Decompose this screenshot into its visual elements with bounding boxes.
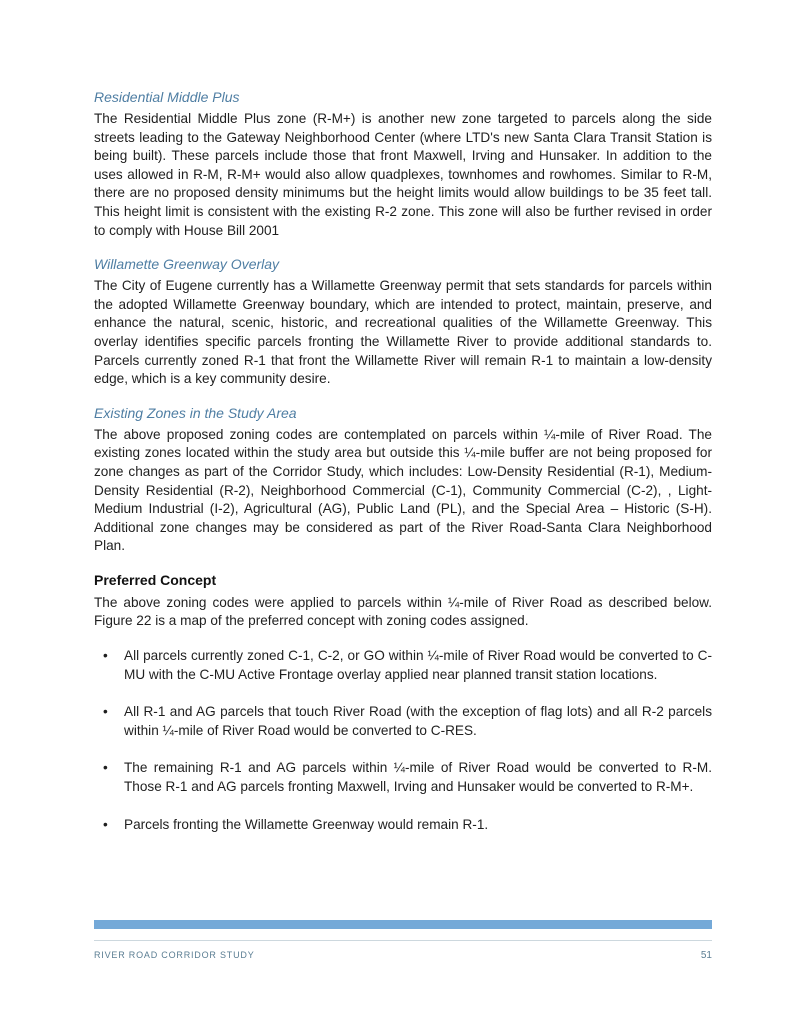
- section-heading-existing-zones: Existing Zones in the Study Area: [94, 404, 297, 421]
- footer-accent-bar: [94, 920, 712, 929]
- section-heading-residential-middle-plus: Residential Middle Plus: [94, 89, 240, 105]
- section-heading-preferred-concept: Preferred Concept: [94, 571, 217, 588]
- section-willamette-greenway-overlay: [94, 255, 712, 389]
- page-footer: [94, 920, 712, 961]
- paragraph-willamette-greenway-overlay: The City of Eugene currently has a Willamette Greenway permit that sets standards for parcels within the adopted Willamette Greenway boundary, which are intended to protect, maintain, preserve, and enhance the natural, scenic, historic, and recreational qualities of the Willamette Greenway. This overlay identifies specific parcels fronting the Willamette River to provide additional standards to. Parcels currently zoned R-1 that front the Willamette River will remain R-1 to maintain a low-density edge, which is a key community desire.: [94, 278, 712, 387]
- paragraph-preferred-concept-intro: The above zoning codes were applied to parcels within ¼-mile of River Road as described below. Figure 22 is a map of the preferred concept with zoning codes assigned.: [94, 594, 712, 629]
- preferred-concept-bullet-list: [94, 647, 712, 834]
- section-residential-middle-plus: [94, 88, 712, 240]
- bullet-item-cres-conversion: • All R-1 and AG parcels that touch River Road (with the exception of flag lots) and all R-2 parcels within ¼-mile of River Road would be converted to C-RES.: [94, 703, 712, 740]
- paragraph-residential-middle-plus: The Residential Middle Plus zone (R-M+) is another new zone targeted to parcels along the side streets leading to the Gateway Neighborhood Center (where LTD's new Santa Clara Transit Station is being built). These parcels include those that front Maxwell, Irving and Hunsaker. In addition to the uses allowed in R-M, R-M+ would also allow quadplexes, townhomes and rowhomes. Similar to R-M, there are no proposed density minimums but the height limits would allow buildings to be 35 feet tall. This height limit is consistent with the existing R-2 zone. This zone will also be further revised in order to comply with House Bill 2001: [94, 111, 712, 238]
- section-heading-willamette-greenway-overlay: Willamette Greenway Overlay: [94, 256, 280, 273]
- bullet-item-rm-conversion: • The remaining R-1 and AG parcels within ¼-mile of River Road would be converted to R-M. Those R-1 and AG parcels fronting Maxwell, Irving and Hunsaker would be converted to R-M+.: [94, 759, 712, 796]
- footer-text-row: [94, 940, 712, 961]
- footer-document-title: RIVER ROAD CORRIDOR STUDY: [94, 950, 255, 960]
- section-existing-zones: [94, 404, 712, 556]
- page-content: [94, 88, 712, 853]
- page-number: 51: [700, 950, 712, 961]
- section-preferred-concept: [94, 571, 712, 834]
- bullet-item-cmu-conversion: • All parcels currently zoned C-1, C-2, or GO within ¼-mile of River Road would be converted to C-MU with the C-MU Active Frontage overlay applied near planned transit station locations.: [94, 647, 712, 684]
- paragraph-existing-zones: The above proposed zoning codes are contemplated on parcels within ¼-mile of River Road. The existing zones located within the study area but outside this ¼-mile buffer are not being proposed for zone changes as part of the Corridor Study, which includes: Low-Density Residential (R-1), Medium-Density Residential (R-2), Neighborhood Commercial (C-1), Community Commercial (C-2), , Light-Medium Industrial (I-2), Agricultural (AG), Public Land (PL), and the Special Area – Historic (S-H). Additional zone changes may be considered as part of the River Road-Santa Clara Neighborhood Plan.: [94, 426, 712, 554]
- bullet-item-greenway-r1: • Parcels fronting the Willamette Greenway would remain R-1.: [94, 816, 712, 835]
